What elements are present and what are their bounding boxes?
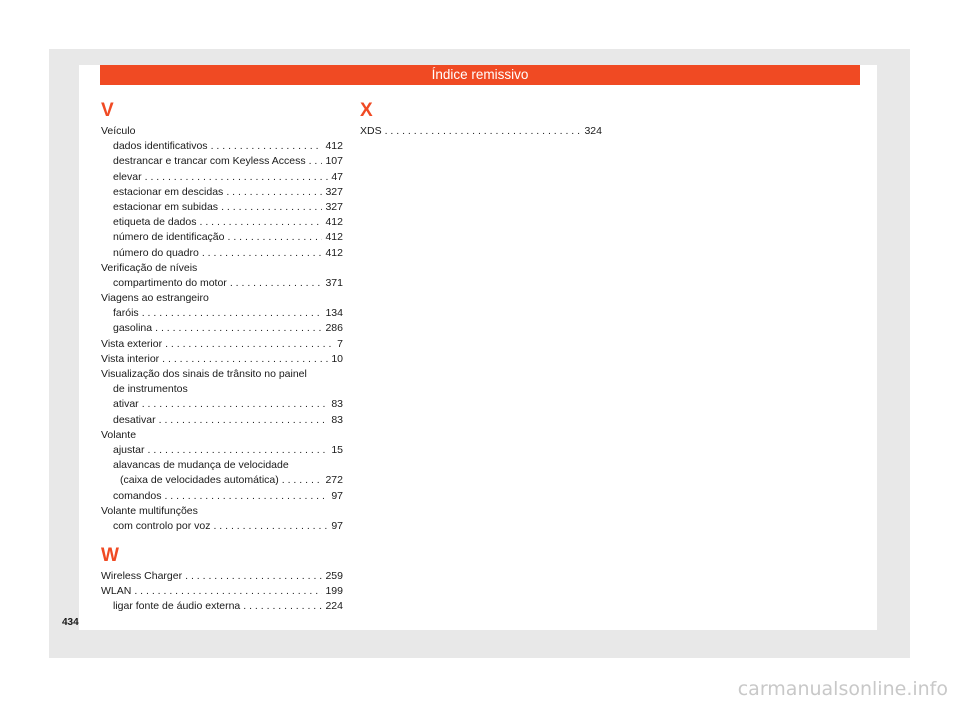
entry-page-number: 83 [331, 398, 343, 411]
entry-page-number: 286 [325, 322, 343, 335]
entry-label: comandos [113, 489, 162, 502]
index-entry [101, 367, 343, 382]
entry-label: etiqueta de dados [113, 216, 197, 229]
entry-label: Viagens ao estrangeiro [101, 292, 209, 305]
leader-dots [159, 413, 329, 428]
entry-page-number: 371 [325, 276, 343, 289]
entry-page-number: 327 [325, 200, 343, 213]
leader-dots [213, 519, 328, 534]
index-subentry [101, 397, 343, 412]
index-entry [101, 124, 343, 139]
leader-dots [142, 306, 323, 321]
entry-label: ajustar [113, 443, 145, 456]
leader-dots [145, 170, 329, 185]
entry-label: estacionar em descidas [113, 185, 224, 198]
entry-label: Volante [101, 428, 137, 441]
leader-dots [243, 599, 322, 614]
entry-page-number: 259 [325, 570, 343, 583]
entry-label: XDS [360, 125, 382, 137]
entry-page-number: 272 [325, 474, 343, 487]
leader-dots [164, 489, 328, 504]
leader-dots [282, 473, 323, 488]
index-subentry [101, 200, 343, 215]
entry-page-number: 10 [331, 352, 343, 365]
leader-dots [134, 584, 322, 599]
entry-page-number: 324 [584, 125, 602, 137]
index-entry [360, 124, 602, 139]
entry-page-number: 199 [325, 585, 343, 598]
index-column-left [101, 100, 343, 615]
leader-dots [230, 276, 323, 291]
index-column-right [360, 100, 602, 139]
entry-page-number: 412 [325, 246, 343, 259]
entry-page-number: 412 [325, 140, 343, 153]
entry-label: estacionar em subidas [113, 200, 219, 213]
leader-dots [202, 246, 323, 261]
leader-dots [309, 154, 323, 169]
index-subentry [101, 276, 343, 291]
leader-dots [142, 397, 329, 412]
entry-label: Veículo [101, 125, 136, 137]
index-subentry [101, 306, 343, 321]
index-subentry [101, 458, 343, 473]
index-subentry [101, 382, 343, 397]
entry-label: com controlo por voz [113, 519, 211, 532]
index-subentry [101, 215, 343, 230]
leader-dots [200, 215, 323, 230]
entry-page-number: 47 [331, 170, 343, 183]
entry-page-number: 7 [337, 337, 343, 350]
index-subentry [101, 599, 343, 614]
entry-page-number: 412 [325, 216, 343, 229]
index-subentry [101, 185, 343, 200]
entry-page-number: 327 [325, 185, 343, 198]
entry-label: faróis [113, 307, 139, 320]
entry-label: número do quadro [113, 246, 199, 259]
index-subentry [101, 443, 343, 458]
index-entry [101, 291, 343, 306]
entry-label: número de identificação [113, 231, 225, 244]
entry-label: elevar [113, 170, 142, 183]
index-entry [101, 337, 343, 352]
entry-page-number: 97 [331, 489, 343, 502]
index-letter-heading: W [101, 545, 119, 567]
leader-dots [162, 352, 328, 367]
leader-dots [185, 569, 322, 584]
entry-label: ligar fonte de áudio externa [113, 600, 241, 613]
entry-label: Vista exterior [101, 337, 163, 350]
entry-label: destrancar e trancar com Keyless Access [113, 155, 306, 168]
index-subentry [101, 230, 343, 245]
entry-label: Vista interior [101, 352, 160, 365]
leader-dots [226, 185, 322, 200]
index-entry [101, 504, 343, 519]
entry-label: (caixa de velocidades automática) [120, 474, 279, 487]
entry-label: Verificação de níveis [101, 261, 198, 274]
section-header: Índice remissivo [100, 65, 860, 85]
entry-label: compartimento do motor [113, 276, 227, 289]
entry-label: dados identificativos [113, 140, 208, 153]
entry-page-number: 134 [325, 307, 343, 320]
index-subentry [101, 473, 343, 488]
index-entry [101, 352, 343, 367]
leader-dots [385, 124, 582, 139]
index-entry [101, 569, 343, 584]
index-letter-heading: X [360, 100, 373, 121]
entry-label: de instrumentos [113, 383, 188, 396]
index-entry [101, 584, 343, 599]
entry-page-number: 107 [325, 155, 343, 168]
entry-page-number: 97 [331, 519, 343, 532]
entry-label: ativar [113, 398, 139, 411]
index-letter-heading: V [101, 100, 114, 121]
entry-label: gasolina [113, 322, 153, 335]
entry-label: desativar [113, 413, 156, 426]
index-subentry [101, 154, 343, 169]
index-subentry [101, 246, 343, 261]
entry-label: Wireless Charger [101, 570, 183, 583]
index-entry [101, 428, 343, 443]
leader-dots [228, 230, 323, 245]
entry-label: Volante multifunções [101, 504, 198, 517]
index-subentry [101, 170, 343, 185]
index-entry [101, 261, 343, 276]
index-subentry [101, 139, 343, 154]
index-subentry [101, 489, 343, 504]
leader-dots [221, 200, 322, 215]
entry-page-number: 83 [331, 413, 343, 426]
index-subentry [101, 321, 343, 336]
watermark: carmanualsonline.info [737, 678, 948, 700]
index-subentry [101, 519, 343, 534]
entry-page-number: 224 [325, 600, 343, 613]
entry-label: WLAN [101, 585, 132, 598]
entry-label: alavancas de mudança de velocidade [113, 459, 289, 472]
page-number: 434 [62, 617, 79, 628]
index-subentry [101, 413, 343, 428]
leader-dots [155, 321, 322, 336]
entry-label: Visualização dos sinais de trânsito no painel [101, 368, 307, 380]
leader-dots [211, 139, 323, 154]
leader-dots [148, 443, 329, 458]
entry-page-number: 15 [331, 443, 343, 456]
leader-dots [165, 337, 334, 352]
entry-page-number: 412 [325, 231, 343, 244]
